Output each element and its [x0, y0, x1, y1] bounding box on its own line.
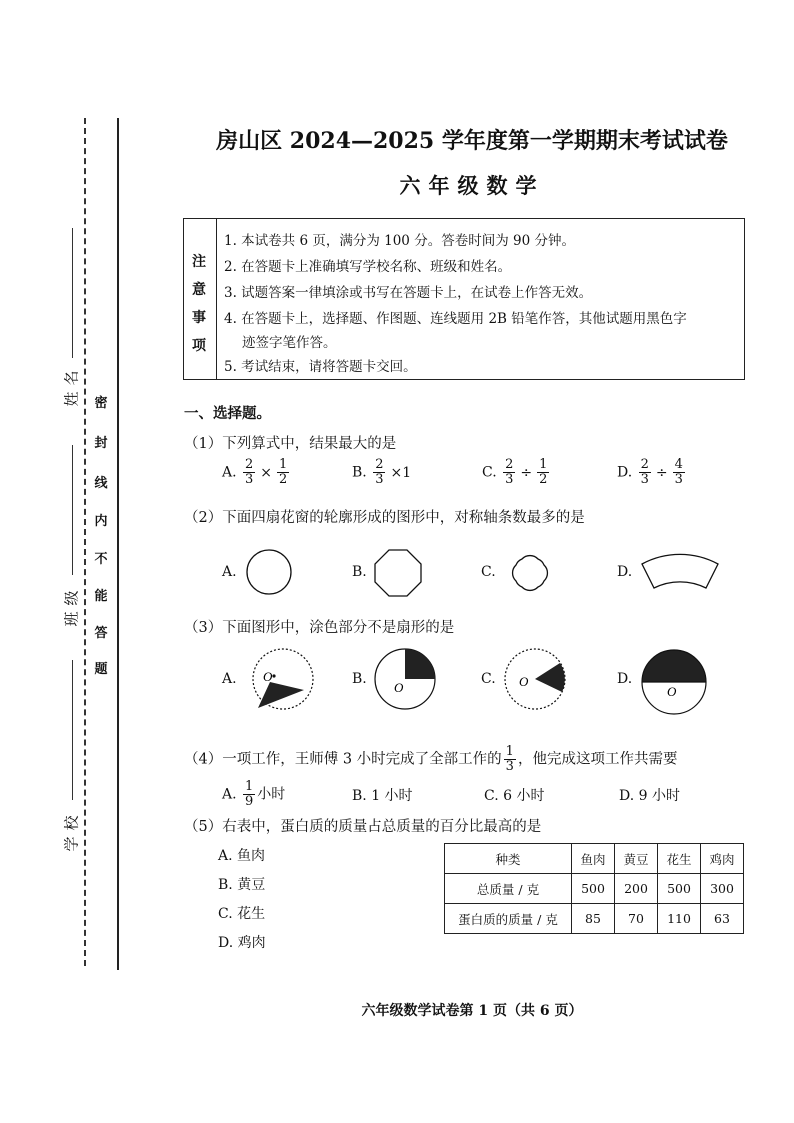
q5-option-a: A. 鱼肉 — [218, 848, 266, 864]
quatrefoil-window-shape — [502, 545, 558, 601]
table-cell: 鸡肉 — [701, 844, 744, 874]
table-cell: 85 — [572, 904, 615, 934]
q4-option-c: C. 6 小时 — [484, 788, 545, 804]
q2-option-a-label: A. — [222, 564, 237, 580]
table-cell: 鱼肉 — [572, 844, 615, 874]
notice-item: 5. 考试结束，请将答题卡交回。 — [224, 359, 417, 375]
seal-char: 不 — [94, 552, 108, 567]
table-cell: 总质量 / 克 — [445, 874, 572, 904]
q3-option-a-label: A. — [222, 671, 237, 687]
table-cell: 种类 — [445, 844, 572, 874]
q3-stem: （3）下面图形中，涂色部分不是扇形的是 — [184, 620, 455, 636]
circle-shaded-semicircle — [638, 646, 710, 718]
class-label: 班级 — [62, 584, 81, 627]
q2-stem: （2）下面四扇花窗的轮廓形成的图形中，对称轴条数最多的是 — [184, 510, 585, 526]
table-header-row — [445, 844, 744, 874]
table-cell: 63 — [701, 904, 744, 934]
page-title: 房山区 2024—2025 学年度第一学期期末考试试卷 — [216, 128, 728, 154]
page-footer: 六年级数学试卷第 1 页（共 6 页） — [361, 1003, 583, 1019]
q5-stem: （5）右表中，蛋白质的质量占总质量的百分比最高的是 — [184, 819, 542, 835]
school-blank-line — [72, 660, 73, 800]
svg-text:O: O — [519, 674, 529, 689]
q4-option-a: A. $\frac{1}{9}$ 小时 — [222, 779, 286, 809]
seal-char: 封 — [94, 436, 108, 451]
table-row — [445, 904, 744, 934]
notice-item: 2. 在答题卡上准确填写学校名称、班级和姓名。 — [224, 259, 512, 275]
q3-option-b-label: B. — [352, 671, 367, 687]
q2-option-d-label: D. — [617, 564, 633, 580]
svg-text:O: O — [394, 680, 404, 695]
table-cell: 200 — [615, 874, 658, 904]
table-cell: 300 — [701, 874, 744, 904]
circle-window-shape — [244, 547, 294, 597]
notice-item: 1. 本试卷共 6 页，满分为 100 分。答卷时间为 90 分钟。 — [224, 233, 575, 249]
notice-head-char: 项 — [192, 338, 206, 354]
table-cell: 黄豆 — [615, 844, 658, 874]
q5-option-c: C. 花生 — [218, 906, 266, 922]
svg-text:O: O — [263, 669, 273, 684]
protein-table — [444, 843, 744, 934]
name-label: 姓名 — [62, 364, 81, 407]
q1-option-d: D. $\frac{2}{3}$ ÷ $\frac{4}{3}$ — [617, 457, 683, 487]
seal-char: 线 — [94, 476, 108, 491]
q2-option-c-label: C. — [481, 564, 496, 580]
fan-window-shape — [638, 550, 722, 594]
q3-option-c-label: C. — [481, 671, 496, 687]
notice-head-char: 意 — [192, 282, 206, 298]
table-row — [445, 874, 744, 904]
q1-option-b: B. $\frac{2}{3}$ ×1 — [352, 457, 412, 487]
q5-option-d: D. 鸡肉 — [218, 935, 266, 951]
dashed-circle-small-sector — [502, 646, 568, 712]
q2-option-b-label: B. — [352, 564, 367, 580]
notice-head-char: 事 — [192, 310, 206, 326]
q1-option-c: C. $\frac{2}{3}$ ÷ $\frac{1}{2}$ — [482, 457, 548, 487]
table-cell: 500 — [658, 874, 701, 904]
class-blank-line — [72, 445, 73, 575]
seal-char: 题 — [94, 662, 108, 677]
q4-option-b: B. 1 小时 — [352, 788, 413, 804]
seal-char: 密 — [94, 396, 108, 411]
table-cell: 500 — [572, 874, 615, 904]
seal-char: 能 — [94, 589, 108, 604]
notice-box — [183, 218, 745, 380]
notice-head-char: 注 — [192, 254, 206, 270]
seal-char: 答 — [94, 626, 108, 641]
q4-stem: （4）一项工作，王师傅 3 小时完成了全部工作的 $\frac{1}{3}$ ，他完成这项工作共需要 — [184, 744, 678, 774]
page-subtitle: 六年级数学 — [399, 173, 545, 198]
notice-heading — [184, 219, 217, 379]
seal-char: 内 — [94, 514, 108, 529]
q5-option-b: B. 黄豆 — [218, 877, 266, 893]
q1-stem: （1）下列算式中，结果最大的是 — [184, 436, 397, 452]
q4-option-d: D. 9 小时 — [619, 788, 680, 804]
notice-item: 迹签字笔作答。 — [242, 335, 337, 351]
octagon-window-shape — [372, 547, 424, 599]
table-cell: 蛋白质的质量 / 克 — [445, 904, 572, 934]
school-label: 学校 — [62, 809, 81, 852]
q3-option-d-label: D. — [617, 671, 633, 687]
table-cell: 70 — [615, 904, 658, 934]
svg-text:O: O — [667, 684, 677, 699]
table-cell: 110 — [658, 904, 701, 934]
dashed-circle-shaded-triangle — [250, 646, 316, 712]
q1-option-a: A. $\frac{2}{3}$ × $\frac{1}{2}$ — [222, 457, 288, 487]
circle-quarter-sector — [372, 646, 438, 712]
seal-dashed-line — [84, 118, 86, 966]
notice-item: 3. 试题答案一律填涂或书写在答题卡上，在试卷上作答无效。 — [224, 285, 593, 301]
notice-item: 4. 在答题卡上，选择题、作图题、连线题用 2B 铅笔作答，其他试题用黑色字 — [224, 311, 687, 327]
table-cell: 花生 — [658, 844, 701, 874]
name-blank-line — [72, 228, 73, 358]
section-heading: 一、选择题。 — [184, 405, 271, 422]
seal-solid-line — [117, 118, 119, 970]
